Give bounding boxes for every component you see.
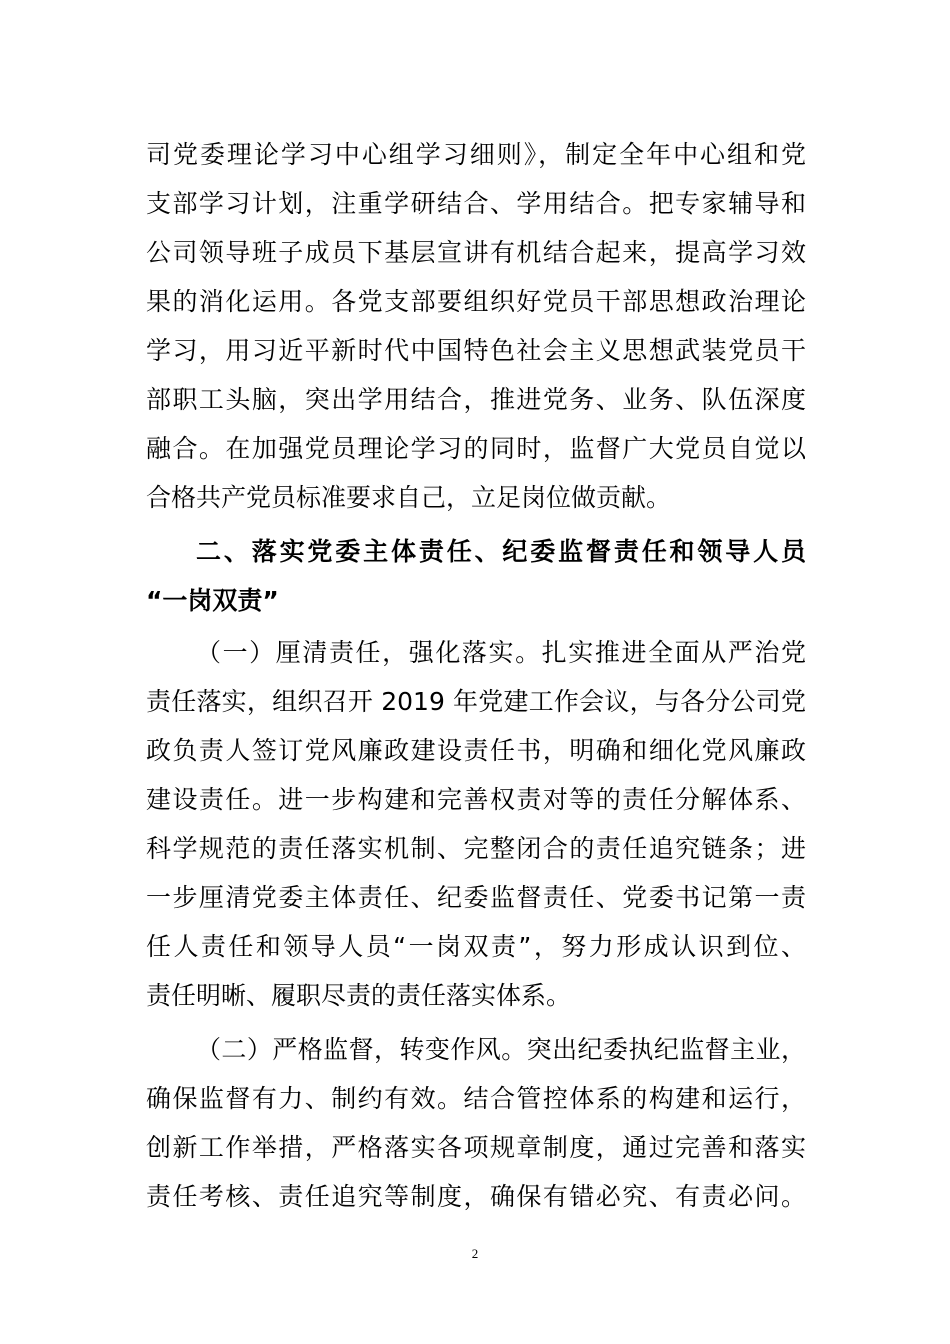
body-line: 责任落实，组织召开 2019 年党建工作会议，与各分公司党 xyxy=(146,687,806,716)
body-line: 责任考核、责任追究等制度，确保有错必究、有责必问。 xyxy=(146,1182,806,1211)
body-line: 司党委理论学习中心组学习细则》，制定全年中心组和党 xyxy=(146,140,806,169)
body-line: 政负责人签订党风廉政建设责任书，明确和细化党风廉政 xyxy=(146,736,806,765)
body-line: 建设责任。进一步构建和完善权责对等的责任分解体系、 xyxy=(146,785,806,814)
body-line: 果的消化运用。各党支部要组织好党员干部思想政治理论 xyxy=(146,287,806,316)
body-line: 确保监督有力、制约有效。结合管控体系的构建和运行， xyxy=(146,1084,806,1113)
body-line: 学习，用习近平新时代中国特色社会主义思想武装党员干 xyxy=(146,336,806,365)
body-line: 公司领导班子成员下基层宣讲有机结合起来，提高学习效 xyxy=(146,238,806,267)
body-line: 融合。在加强党员理论学习的同时，监督广大党员自觉以 xyxy=(146,434,806,463)
body-line: 支部学习计划，注重学研结合、学用结合。把专家辅导和 xyxy=(146,189,806,218)
body-line: 一步厘清党委主体责任、纪委监督责任、党委书记第一责 xyxy=(146,883,806,912)
page-number: 2 xyxy=(471,1246,479,1261)
body-line: （二）严格监督，转变作风。突出纪委执纪监督主业， xyxy=(196,1035,806,1064)
body-line: 任人责任和领导人员“一岗双责”，努力形成认识到位、 xyxy=(146,932,806,961)
body-line: 科学规范的责任落实机制、完整闭合的责任追究链条；进 xyxy=(146,834,806,863)
body-line: 创新工作举措，严格落实各项规章制度，通过完善和落实 xyxy=(146,1133,806,1162)
body-line: 部职工头脑，突出学用结合，推进党务、业务、队伍深度 xyxy=(146,385,806,414)
body-line: （一）厘清责任，强化落实。扎实推进全面从严治党 xyxy=(196,638,806,667)
section-heading-continued: “一岗双责” xyxy=(146,586,279,615)
body-line: 责任明晰、履职尽责的责任落实体系。 xyxy=(146,981,572,1010)
section-heading: 二、落实党委主体责任、纪委监督责任和领导人员 xyxy=(196,537,806,566)
body-line: 合格共产党员标准要求自己，立足岗位做贡献。 xyxy=(146,483,672,512)
